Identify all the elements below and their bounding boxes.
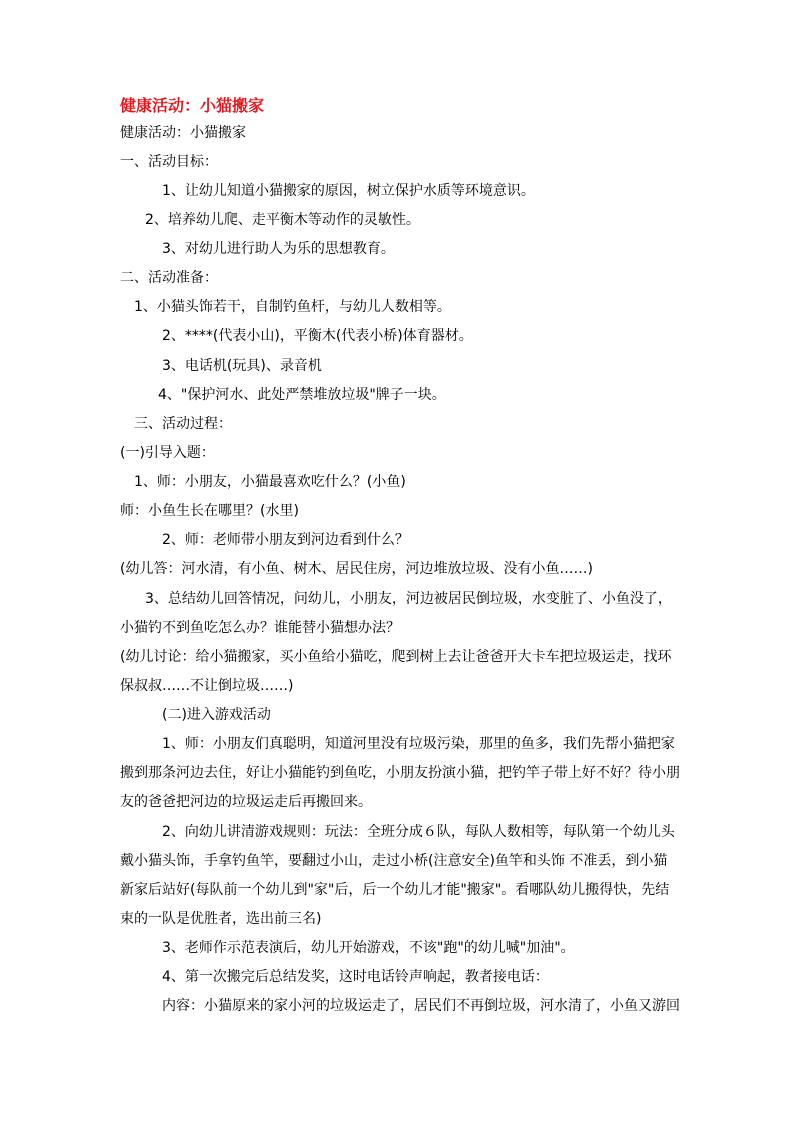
text-line: 搬到那条河边去住，好让小猫能钓到鱼吃，小朋友扮演小猫，把钓竿子带上好不好？待小朋 [120, 765, 680, 781]
text-line: 束的一队是优胜者，选出前三名) [120, 911, 322, 927]
text-line: (幼儿讨论：给小猫搬家，买小鱼给小猫吃，爬到树上去让爸爸开大卡车把垃圾运走，找环 [120, 649, 672, 665]
text-line: 1、让幼儿知道小猫搬家的原因，树立保护水质等环境意识。 [162, 183, 535, 199]
text-line: 三、活动过程： [134, 416, 232, 432]
text-line: 2、****(代表小山)，平衡木(代表小桥)体育器材。 [162, 328, 473, 344]
text-line: (幼儿答：河水清，有小鱼、树木、居民住房，河边堆放垃圾、没有小鱼……) [120, 561, 593, 577]
text-line: (一)引导入题： [120, 445, 215, 461]
text-line: 2、师：老师带小朋友到河边看到什么？ [162, 532, 409, 548]
text-line: 3、老师作示范表演后，幼儿开始游戏，不该"跑"的幼儿喊"加油"。 [162, 940, 575, 956]
text-line: 保叔叔……不让倒垃圾……) [120, 678, 294, 694]
text-line: (二)进入游戏活动 [162, 707, 271, 723]
text-line: 内容：小猫原来的家小河的垃圾运走了，居民们不再倒垃圾，河水清了，小鱼又游回 [162, 998, 680, 1014]
text-line: 2、培养幼儿爬、走平衡木等动作的灵敏性。 [145, 212, 420, 228]
text-line: 一、活动目标： [120, 154, 218, 170]
text-line: 新家后站好(每队前一个幼儿到"家"后，后一个幼儿才能"搬家"。看哪队幼儿搬得快，先结 [120, 882, 670, 898]
text-line: 戴小猫头饰，手拿钓鱼竿，要翻过小山，走过小桥(注意安全)鱼竿和头饰 不准丢，到小猫 [120, 853, 668, 869]
text-line: 1、师：小朋友，小猫最喜欢吃什么？(小鱼) [134, 474, 406, 490]
text-line: 健康活动：小猫搬家 [120, 125, 246, 141]
document-title: 健康活动：小猫搬家 [120, 96, 265, 115]
text-line: 友的爸爸把河边的垃圾运走后再搬回来。 [120, 794, 372, 810]
text-line: 1、小猫头饰若干，自制钓鱼杆，与幼儿人数相等。 [134, 299, 451, 315]
text-line: 小猫钓不到鱼吃怎么办？谁能替小猫想办法？ [120, 620, 400, 636]
text-line: 3、对幼儿进行助人为乐的思想教育。 [162, 241, 395, 257]
text-line: 3、总结幼儿回答情况，问幼儿，小朋友，河边被居民倒垃圾，水变脏了、小鱼没了， [145, 591, 672, 607]
text-line: 1、师：小朋友们真聪明，知道河里没有垃圾污染，那里的鱼多，我们先帮小猫把家 [162, 736, 675, 752]
text-line: 二、活动准备： [120, 270, 218, 286]
text-line: 2、向幼儿讲清游戏规则：玩法：全班分成６队，每队人数相等，每队第一个幼儿头 [162, 824, 675, 840]
text-line: 3、电话机(玩具)、录音机 [162, 358, 322, 374]
text-line: 师：小鱼生长在哪里？(水里) [120, 503, 299, 519]
text-line: 4、第一次搬完后总结发奖，这时电话铃声响起，教者接电话： [162, 969, 549, 985]
text-line: 4、"保护河水、此处严禁堆放垃圾"牌子一块。 [158, 387, 446, 403]
